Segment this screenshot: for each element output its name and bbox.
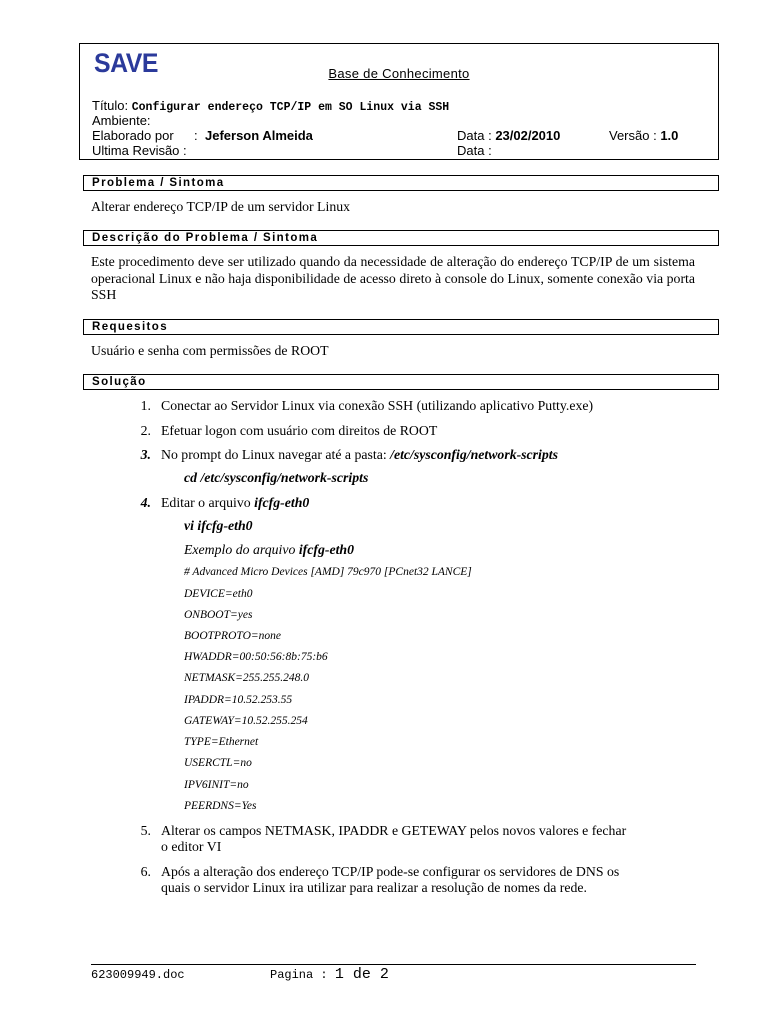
elaborado-colon: : — [194, 128, 198, 143]
config-line: IPADDR=10.52.253.55 — [184, 694, 293, 706]
versao-value: 1.0 — [660, 128, 679, 143]
descricao-text: Este procedimento deve ser utilizado quando da necessidade de alteração do endereço TCP/IP de um sistema operacional Linux e não haja disponibilidade de acesso direto à console do Linux, somente conexão via porta SSH — [91, 254, 695, 302]
data2-label: Data : — [457, 143, 492, 158]
titulo-label: Título: — [92, 98, 129, 113]
step-text: Alterar os campos NETMASK, IPADDR e GETEWAY pelos novos valores e fechar — [161, 823, 627, 838]
step-path: /etc/sysconfig/network-scripts — [390, 447, 558, 462]
config-line: USERCTL=no — [184, 757, 252, 769]
elaborado-label: Elaborado por — [92, 128, 174, 143]
step-text: Efetuar logon com usuário com direitos de ROOT — [161, 423, 438, 438]
data-row — [457, 128, 560, 143]
step-number: 5. — [140, 823, 151, 838]
config-line: # Advanced Micro Devices [AMD] 79c970 [PCnet32 LANCE] — [184, 566, 472, 578]
example-file: ifcfg-eth0 — [298, 542, 354, 557]
footer-filename: 623009949.doc — [91, 968, 185, 982]
section-title: Solução — [92, 376, 147, 388]
problema-text: Alterar endereço TCP/IP de um servidor Linux — [91, 199, 351, 214]
section-title: Descrição do Problema / Sintoma — [92, 232, 319, 244]
config-line: NETMASK=255.255.248.0 — [184, 672, 310, 684]
step-text: No prompt do Linux navegar até a pasta: — [161, 447, 387, 462]
step-number: 4. — [140, 495, 151, 510]
example-heading — [184, 542, 354, 558]
step-text: Após a alteração dos endereço TCP/IP pode-se configurar os servidores de DNS os — [161, 864, 620, 879]
document-header — [79, 43, 719, 160]
section-title: Requesitos — [92, 321, 168, 333]
cd-command: cd /etc/sysconfig/network-scripts — [184, 470, 369, 485]
step-number: 1. — [140, 398, 151, 413]
config-line: DEVICE=eth0 — [184, 588, 253, 600]
config-line: IPV6INIT=no — [184, 779, 249, 791]
step-number: 2. — [140, 423, 151, 438]
config-line: PEERDNS=Yes — [184, 800, 257, 812]
example-label: Exemplo do arquivo — [184, 542, 296, 557]
config-line: ONBOOT=yes — [184, 609, 253, 621]
page-value: 1 de 2 — [334, 966, 389, 983]
versao-row — [609, 128, 678, 143]
config-line: HWADDR=00:50:56:8b:75:b6 — [184, 651, 328, 663]
data-value: 23/02/2010 — [495, 128, 561, 143]
page-label: Pagina : — [270, 968, 328, 982]
step-text: Conectar ao Servidor Linux via conexão SSH (utilizando aplicativo Putty.exe) — [161, 398, 594, 413]
section-requisitos — [83, 319, 719, 335]
config-line: GATEWAY=10.52.255.254 — [184, 715, 308, 727]
step-text-row — [161, 495, 309, 511]
step-text: quais o servidor Linux ira utilizar para realizar a resolução de nomes da rede. — [161, 880, 587, 895]
requisitos-text: Usuário e senha com permissões de ROOT — [91, 343, 329, 358]
revisao-label: Ultima Revisão : — [92, 143, 187, 158]
save-logo: SAVE — [94, 48, 158, 78]
footer-divider — [91, 964, 696, 965]
document-title: Base de Conhecimento — [328, 66, 470, 81]
step-text-row — [161, 447, 558, 463]
step-command — [184, 470, 368, 486]
vi-command: vi ifcfg-eth0 — [184, 518, 253, 533]
section-problema — [83, 175, 719, 191]
versao-label: Versão : — [609, 128, 657, 143]
section-solucao — [83, 374, 719, 390]
step-file: ifcfg-eth0 — [254, 495, 310, 510]
ambiente-label: Ambiente: — [92, 113, 151, 128]
titulo-value: Configurar endereço TCP/IP em SO Linux via SSH — [131, 101, 450, 114]
step-text: Editar o arquivo — [161, 495, 251, 510]
step-number: 6. — [140, 864, 151, 879]
step-number: 3. — [140, 447, 151, 462]
data-label: Data : — [457, 128, 492, 143]
config-line: TYPE=Ethernet — [184, 736, 259, 748]
step-command — [184, 518, 253, 534]
config-line: BOOTPROTO=none — [184, 630, 281, 642]
section-descricao — [83, 230, 719, 246]
elaborado-value: Jeferson Almeida — [205, 128, 313, 143]
section-title: Problema / Sintoma — [92, 177, 225, 189]
step-text: o editor VI — [161, 839, 222, 854]
footer-page — [270, 966, 389, 983]
